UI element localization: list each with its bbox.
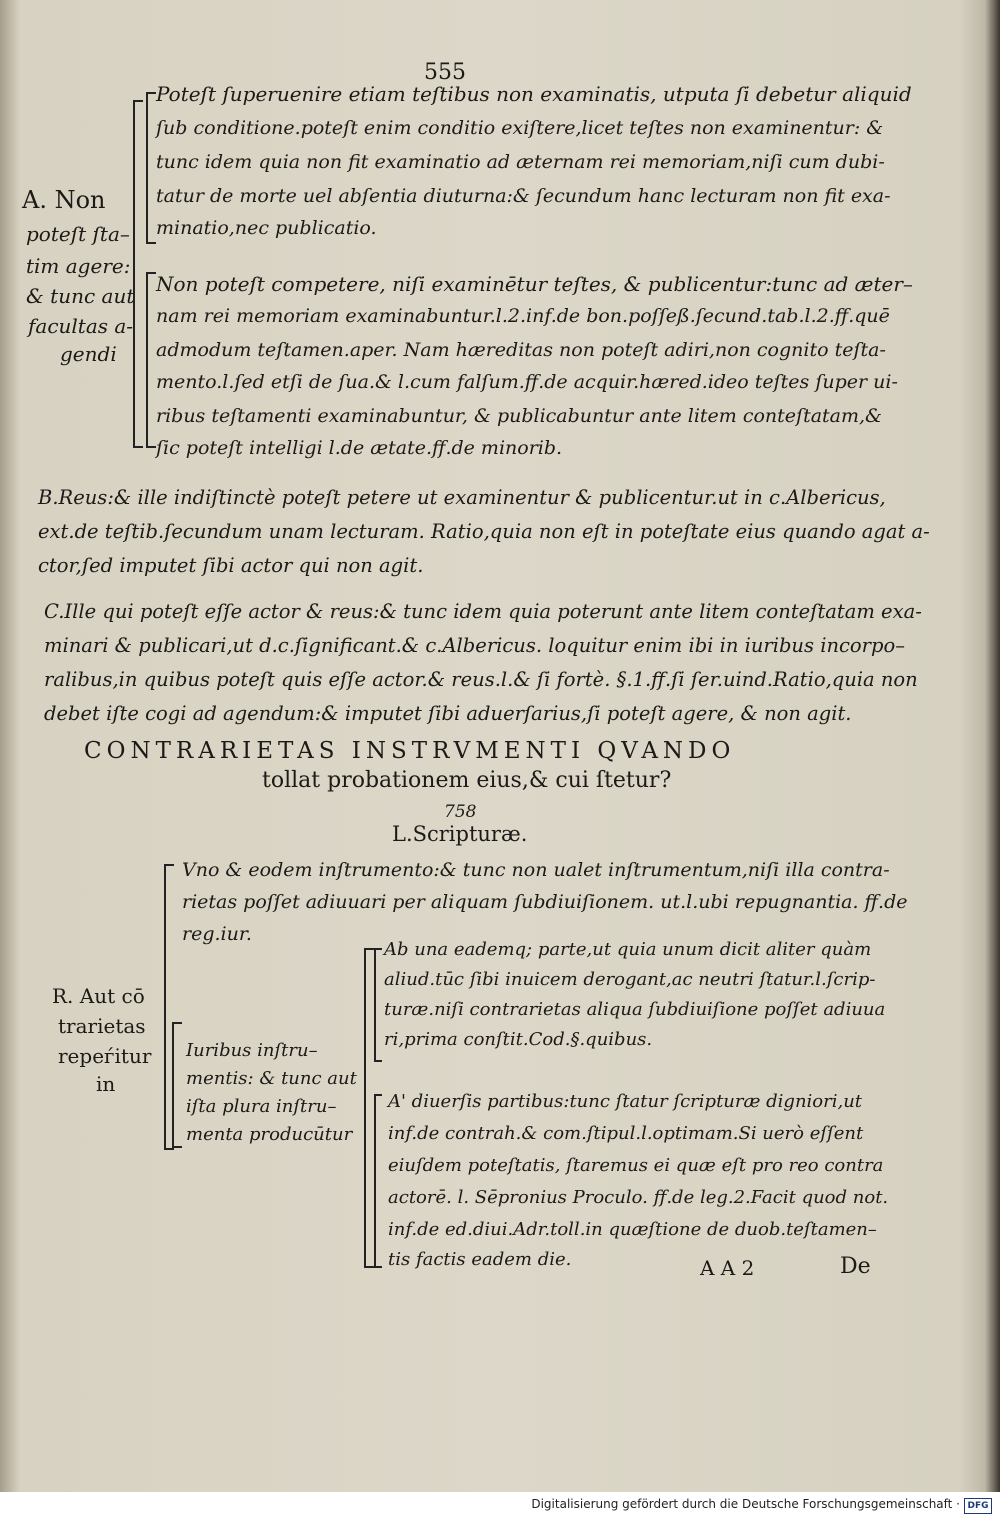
text-line: Non poteſt competere, niſi examinētur teſtes, & publicentur:tunc ad æter– (156, 272, 913, 296)
text-line: tis factis eadem die. (388, 1249, 572, 1270)
text-line: Ab una eademq; parte,ut quia unum dicit aliter quàm (384, 939, 872, 960)
text-line: aliud.tūc ſibi inuicem derogant,ac neutri ſtatur.l.ſcrip- (384, 969, 876, 990)
label-line: & tunc aut (26, 284, 135, 308)
text-line: nam rei memoriam examinabuntur.l.2.inf.de bon.poſſeß.ſecund.tab.l.2.ff.quē (156, 305, 890, 327)
brace-r-sub (172, 1022, 182, 1148)
text-line: rietas poſſet adiuuari per aliquam ſubdiuiſionem. ut.l.ubi repugnantia. ff.de (182, 891, 908, 913)
text-line: Vno & eodem inſtrumento:& tunc non ualet inſtrumentum,niſi illa contra- (182, 859, 890, 881)
text-line: minari & publicari,ut d.c.ſignificant.& c.Albericus. loquitur enim ibi in iuribus incorpo– (44, 634, 905, 657)
label-line: trarietas (58, 1014, 146, 1038)
brace-a-bottom (146, 272, 156, 448)
text-line: turæ.niſi contrarietas aliqua ſubdiuiſione poſſet adiuua (384, 999, 886, 1020)
text-line: actorē. l. Sēpronius Proculo. ff.de leg.2.Facit quod not. (388, 1187, 889, 1208)
label-line: menta producūtur (186, 1124, 353, 1145)
text-line: inf.de ed.diui.Adr.toll.in quæſtione de duob.teſtamen– (388, 1219, 877, 1240)
brace-r-nested-bottom (374, 1094, 382, 1268)
section-heading: CONTRARIETAS INSTRVMENTI QVANDO (84, 738, 736, 764)
signature-mark: A A 2 (700, 1256, 755, 1280)
label-line: poteſt ſta– (26, 222, 130, 246)
section-heading-subtitle: tollat probationem eius,& cui ſtetur? (262, 768, 672, 793)
brace-r-nested (364, 948, 374, 1268)
text-line: tunc idem quia non fit examinatio ad æternam rei memoriam,niſi cum dubi- (156, 151, 885, 173)
page-number: 555 (424, 60, 466, 85)
text-line: Poteſt ſuperuenire etiam teſtibus non examinatis, utputa ſi debetur aliquid (156, 82, 912, 106)
text-line: admodum teſtamen.aper. Nam hæreditas non poteſt adiri,non cognito teſta- (156, 339, 886, 361)
text-line: ribus teſtamenti examinabuntur, & publicabuntur ante litem conteſtatam,& (156, 405, 882, 427)
label-line: repeѓitur (58, 1044, 152, 1068)
heading-reference: L.Scripturæ. (392, 822, 528, 846)
footer-bar (0, 1492, 1000, 1520)
text-line: eiuſdem poteſtatis, ſtaremus ei quæ eſt pro reo contra (388, 1155, 884, 1176)
label-line: facultas a- (28, 314, 134, 338)
text-line: C.Ille qui poteſt eſſe actor & reus:& tunc idem quia poterunt ante litem conteſtatam exa- (44, 600, 922, 623)
label-line: tim agere: (26, 254, 131, 278)
text-line: A' diuerſis partibus:tunc ſtatur ſcripturæ digniori,ut (388, 1091, 863, 1112)
label-line: in (96, 1072, 116, 1096)
label-line: A. Non (22, 186, 106, 214)
text-line: mento.l.ſed etſi de ſua.& l.cum falſum.ff.de acquir.hæred.ideo teſtes ſuper ui- (156, 371, 898, 393)
text-line: inf.de contrah.& com.ſtipul.l.optimam.Si uerò eſſent (388, 1123, 864, 1144)
catchword: De (840, 1254, 871, 1279)
text-line: B.Reus:& ille indiſtinctè poteſt petere ut examinentur & publicentur.ut in c.Albericus, (38, 486, 886, 509)
label-line: mentis: & tunc aut (186, 1068, 357, 1089)
text-line: ctor,ſed imputet ſibi actor qui non agit. (38, 554, 424, 577)
brace-r-nested-top (374, 948, 382, 1062)
text-line: minatio,nec publicatio. (156, 217, 377, 239)
text-line: ſub conditione.poteſt enim conditio exiſtere,licet teſtes non examinentur: & (156, 117, 884, 139)
brace-a-main (133, 100, 143, 448)
text-line: ext.de teſtib.ſecundum unam lecturam. Ratio,quia non eſt in poteſtate eius quando agat a- (38, 520, 930, 543)
brace-a-top (146, 92, 156, 244)
text-line: ſic poteſt intelligi l.de ætate.ff.de minorib. (156, 437, 563, 459)
text-line: ri,prima conſtit.Cod.§.quibus. (384, 1029, 653, 1050)
text-line: debet iſte cogi ad agendum:& imputet ſibi aduerſarius,ſi poteſt agere, & non agit. (44, 702, 852, 725)
heading-number: 758 (444, 802, 477, 822)
label-line: gendi (60, 342, 117, 366)
label-line: iſta plura inſtru– (186, 1096, 337, 1117)
label-line: Iuribus inſtru– (186, 1040, 318, 1061)
text-line: tatur de morte uel abſentia diuturna:& ſecundum hanc lecturam non fit exa- (156, 185, 891, 207)
text-line: reg.iur. (182, 923, 252, 945)
dfg-logo-icon: DFG (964, 1498, 992, 1514)
label-line: R. Aut cō (52, 984, 145, 1008)
text-line: ralibus,in quibus poteſt quis eſſe actor.& reus.l.& ſi fortè. §.1.ff.ſi ſer.uind.Ratio,quia non (44, 668, 918, 691)
funding-notice: Digitalisierung gefördert durch die Deutsche Forschungsgemeinschaft · (531, 1497, 960, 1511)
